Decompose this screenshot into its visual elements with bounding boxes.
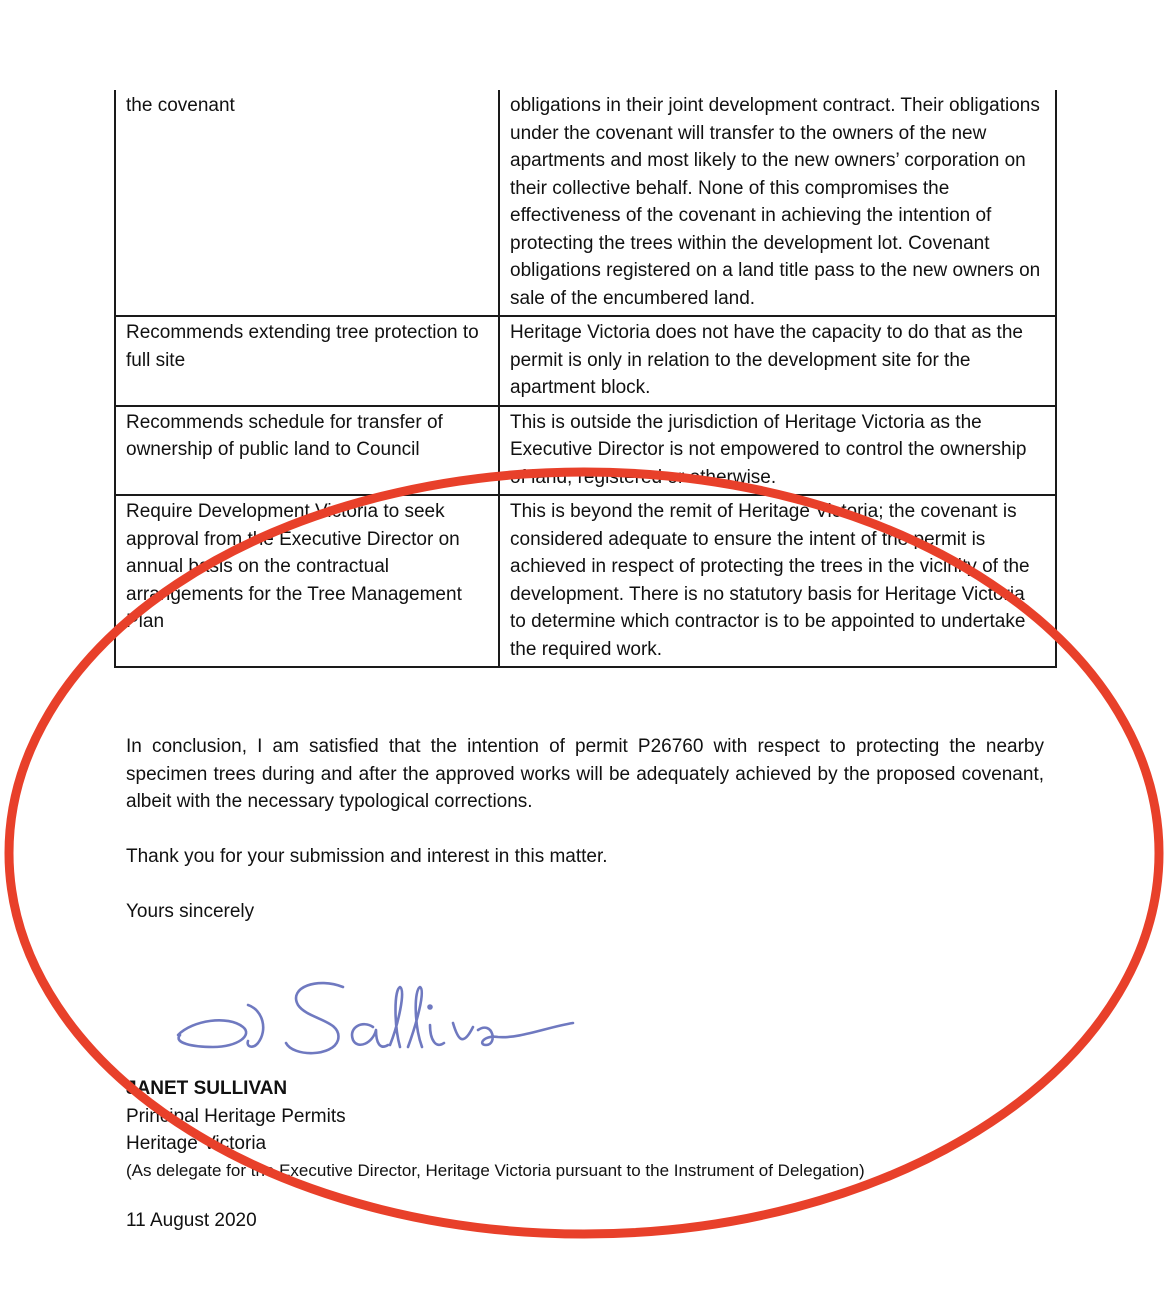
issue-cell: Require Development Victoria to seek approval from the Executive Director on annual basis on the contractual arrangements for the Tree Management Plan [115,495,499,667]
signature-block [126,1075,865,1184]
closing-salutation: Yours sincerely [126,901,255,922]
signatory-organisation: Heritage Victoria [126,1133,267,1154]
thanks-paragraph: Thank you for your submission and interest in this matter. [126,846,608,867]
table-row [115,316,1056,406]
response-cell: This is beyond the remit of Heritage Victoria; the covenant is considered adequate to ensure the intent of the permit is achieved in respect of protecting the trees in the vicinity of the development. There is no statutory basis for Heritage Victoria to determine which contractor is to be appointed to undertake the required work. [499,495,1056,667]
table-row [115,495,1056,667]
submission-response-table [114,90,1057,668]
response-cell: Heritage Victoria does not have the capacity to do that as the permit is only in relation to the development site for the apartment block. [499,316,1056,406]
issue-cell: Recommends schedule for transfer of ownership of public land to Council [115,406,499,496]
signatory-title: Principal Heritage Permits [126,1105,346,1127]
table-row [115,90,1056,316]
response-cell: This is outside the jurisdiction of Heritage Victoria as the Executive Director is not empowered to control the ownership of land, registered or otherwise. [499,406,1056,496]
issue-cell: Recommends extending tree protection to full site [115,316,499,406]
signature-image [168,965,588,1075]
letter-date: 11 August 2020 [126,1210,257,1231]
conclusion-paragraph: In conclusion, I am satisfied that the intention of permit P26760 with respect to protecting the nearby specimen trees during and after the approved works will be adequately achieved by the proposed covenant, albeit with the necessary typological corrections. [126,736,1044,812]
delegation-note: (As delegate for the Executive Director, Heritage Victoria pursuant to the Instrument of Delegation) [126,1160,865,1180]
response-cell: obligations in their joint development contract. Their obligations under the covenant will transfer to the owners of the new apartments and most likely to the new owners’ corporation on their collective behalf. None of this compromises the effectiveness of the covenant in achieving the intention of protecting the trees within the development lot. Covenant obligations registered on a land title pass to the new owners on sale of the encumbered land. [499,90,1056,316]
table-row [115,406,1056,496]
signatory-name: JANET SULLIVAN [126,1078,288,1099]
issue-cell: the covenant [115,90,499,316]
